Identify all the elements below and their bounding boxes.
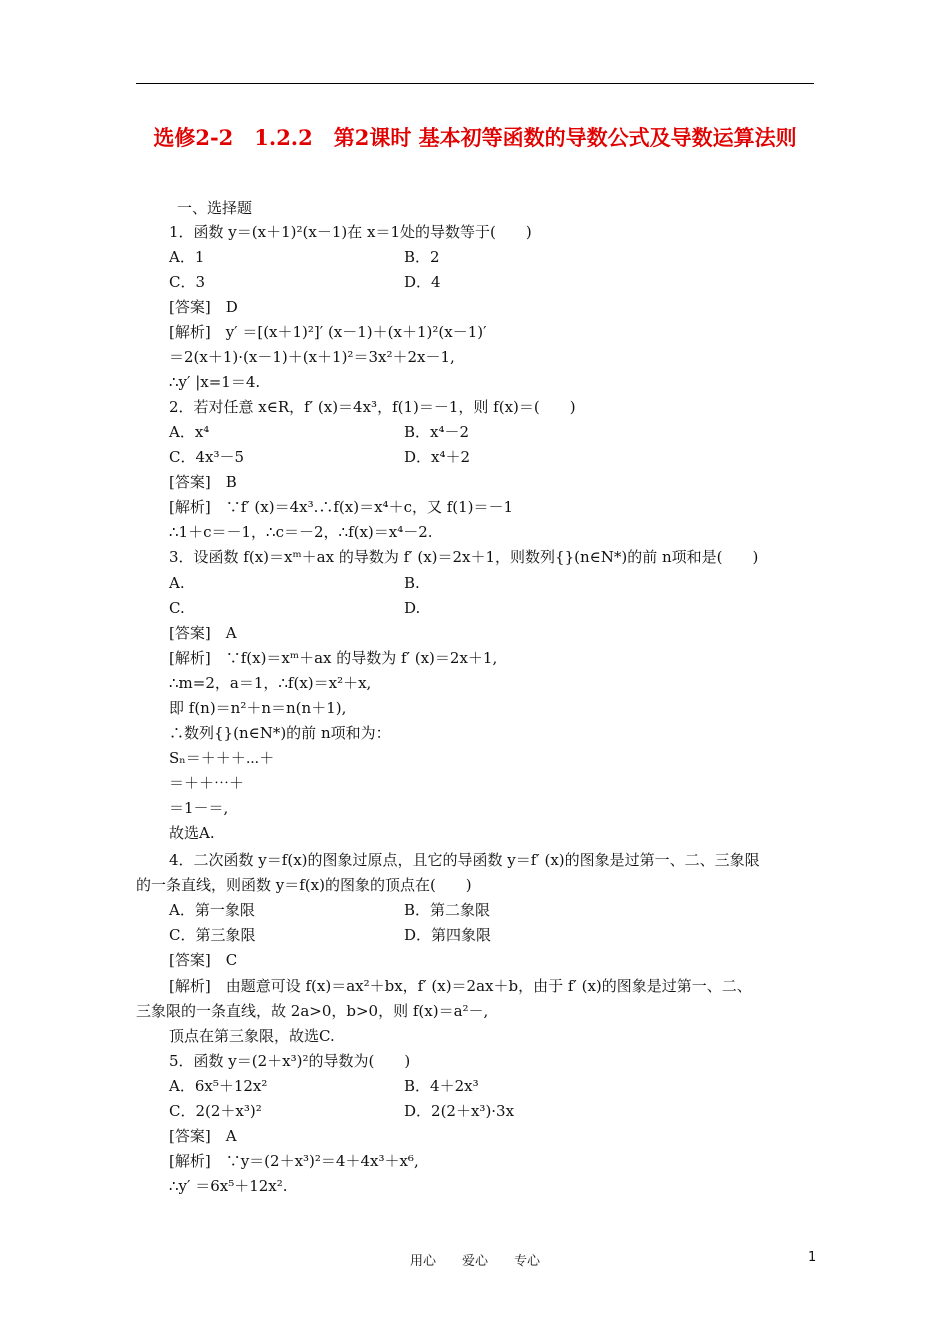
analysis-line: ∴数列{}(n∈N*)的前 n项和为： xyxy=(169,724,391,742)
analysis-line: ∴y′ |x=1＝4. xyxy=(169,373,261,391)
page-footer: 用心 爱心 专心 xyxy=(409,1254,540,1269)
option-d: D. xyxy=(404,599,421,617)
analysis-line: 即 f(n)＝n²＋n＝n(n＋1), xyxy=(169,699,347,717)
option-a: A．6x⁵＋12x² xyxy=(169,1077,268,1095)
option-b: B．4＋2x³ xyxy=(404,1077,479,1095)
answer-4: [答案] C xyxy=(169,951,238,969)
analysis-line: ＝2(x＋1)·(x－1)＋(x＋1)²＝3x²＋2x－1, xyxy=(169,348,455,366)
option-d: D．x⁴＋2 xyxy=(404,448,471,466)
option-d: D．4 xyxy=(404,273,441,291)
option-b: B. xyxy=(404,574,420,592)
option-d: D．2(2＋x³)·3x xyxy=(404,1102,515,1120)
option-c: C．2(2＋x³)² xyxy=(169,1102,262,1120)
analysis-5: [解析] ∵y＝(2＋x³)²＝4＋4x³＋x⁶, xyxy=(169,1152,419,1170)
page-number: 1 xyxy=(808,1250,817,1265)
option-a: A．第一象限 xyxy=(169,901,255,919)
question-2: 2．若对任意 x∈R，f′ (x)＝4x³，f(1)＝－1，则 f(x)＝( ) xyxy=(169,398,576,416)
answer-5: [答案] A xyxy=(169,1127,237,1145)
analysis-1: [解析] y′ ＝[(x＋1)²]′ (x－1)＋(x＋1)²(x－1)′ xyxy=(169,323,487,341)
option-c: C. xyxy=(169,599,185,617)
question-4-cont: 的一条直线，则函数 y＝f(x)的图象的顶点在( ) xyxy=(136,876,472,894)
analysis-line: ＝1－＝, xyxy=(169,799,229,817)
option-c: C．第三象限 xyxy=(169,926,256,944)
option-b: B．2 xyxy=(404,248,440,266)
option-a: A．1 xyxy=(169,248,205,266)
analysis-line: ∴1＋c＝－1，∴c＝－2，∴f(x)＝x⁴－2. xyxy=(169,523,433,541)
analysis-line: Sₙ＝＋＋＋⋯＋ xyxy=(169,749,275,767)
analysis-line: 三象限的一条直线，故 2a>0，b>0，则 f(x)＝a²－, xyxy=(136,1002,489,1020)
analysis-3: [解析] ∵f(x)＝xᵐ＋ax 的导数为 f′ (x)＝2x＋1, xyxy=(169,649,498,667)
option-a: A．x⁴ xyxy=(169,423,210,441)
analysis-line: ∴y′ ＝6x⁵＋12x². xyxy=(169,1177,288,1195)
analysis-line: ＝＋＋⋯＋ xyxy=(169,774,245,792)
option-d: D．第四象限 xyxy=(404,926,492,944)
analysis-line: 顶点在第三象限，故选C. xyxy=(169,1027,335,1045)
answer-3: [答案] A xyxy=(169,624,237,642)
question-5: 5．函数 y＝(2＋x³)²的导数为( ) xyxy=(169,1052,411,1070)
header-rule xyxy=(136,83,814,84)
option-b: B．x⁴－2 xyxy=(404,423,470,441)
option-a: A. xyxy=(169,574,185,592)
page-title: 选修2-2 1.2.2 第2课时 基本初等函数的导数公式及导数运算法则 xyxy=(153,125,797,150)
section-heading: 一、选择题 xyxy=(177,199,253,217)
option-c: C．4x³－5 xyxy=(169,448,245,466)
question-1: 1．函数 y＝(x＋1)²(x－1)在 x＝1处的导数等于( ) xyxy=(169,223,532,241)
question-3: 3．设函数 f(x)＝xᵐ＋ax 的导数为 f′ (x)＝2x＋1，则数列{}(n∈N*)的前 n项和是( ) xyxy=(169,548,759,566)
analysis-4: [解析] 由题意可设 f(x)＝ax²＋bx，f′ (x)＝2ax＋b，由于 f′ (x)的图象是过第一、二、 xyxy=(169,977,752,995)
answer-2: [答案] B xyxy=(169,473,237,491)
answer-1: [答案] D xyxy=(169,298,238,316)
question-4: 4．二次函数 y＝f(x)的图象过原点，且它的导函数 y＝f′ (x)的图象是过第一、二、三象限 xyxy=(169,851,760,869)
analysis-2: [解析] ∵f′ (x)＝4x³.∴f(x)＝x⁴＋c，又 f(1)＝－1 xyxy=(169,498,514,516)
option-c: C．3 xyxy=(169,273,206,291)
analysis-line: 故选A. xyxy=(169,824,215,842)
option-b: B．第二象限 xyxy=(404,901,491,919)
analysis-line: ∴m=2，a＝1，∴f(x)＝x²＋x, xyxy=(169,674,372,692)
